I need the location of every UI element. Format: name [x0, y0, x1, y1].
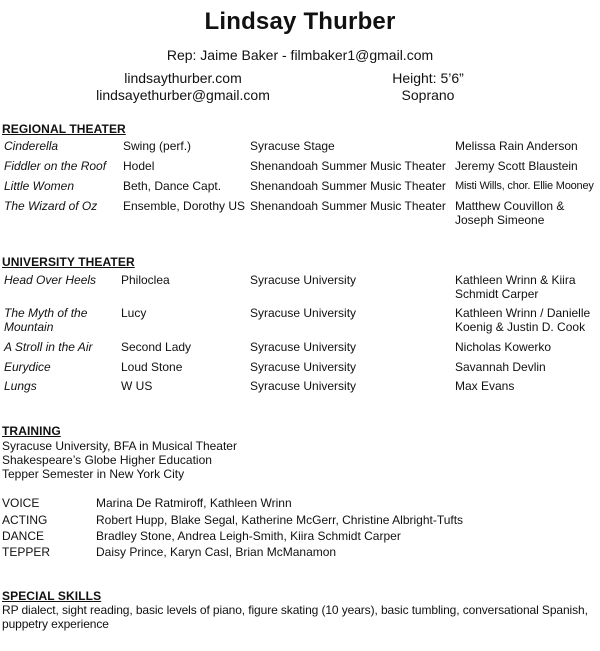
teacher-label: DANCE: [2, 529, 45, 543]
special-skills-text: RP dialect, sight reading, basic levels of piano, figure skating (10 years), basic tumbling, conversational Spanish, puppetry experience: [2, 603, 588, 631]
teacher-names: Daisy Prince, Karyn Casl, Brian McManamon: [96, 545, 337, 559]
role: Philoclea: [121, 273, 170, 287]
role: Swing (perf.): [123, 139, 192, 153]
show-title: Eurydice: [4, 360, 51, 374]
website: lindsaythurber.com: [124, 70, 242, 86]
role: Second Lady: [121, 340, 192, 354]
role: W US: [121, 379, 153, 393]
theater: Syracuse Stage: [250, 139, 335, 153]
special-skills-heading: SPECIAL SKILLS: [2, 589, 102, 603]
teacher-label: TEPPER: [2, 545, 51, 559]
university-theater-heading: UNIVERSITY THEATER: [2, 255, 135, 269]
show-title: Fiddler on the Roof: [4, 159, 107, 173]
role: Ensemble, Dorothy US: [123, 199, 246, 213]
show-title: Lungs: [4, 379, 37, 393]
director: Jeremy Scott Blaustein: [455, 159, 578, 173]
voice-type: Soprano: [401, 87, 455, 103]
theater: Shenandoah Summer Music Theater: [250, 199, 446, 213]
theater: Syracuse University: [250, 360, 357, 374]
director: Melissa Rain Anderson: [455, 139, 578, 153]
theater: Syracuse University: [250, 306, 357, 320]
height: Height: 5’6”: [392, 70, 464, 86]
resume-name: Lindsay Thurber: [204, 8, 396, 35]
teacher-names: Robert Hupp, Blake Segal, Katherine McGerr, Christine Albright-Tufts: [96, 513, 464, 527]
show-title: The Wizard of Oz: [4, 199, 98, 213]
theater: Syracuse University: [250, 340, 357, 354]
theater: Syracuse University: [250, 273, 357, 287]
director: Max Evans: [455, 379, 515, 393]
role: Beth, Dance Capt.: [123, 179, 222, 193]
role: Lucy: [121, 306, 147, 320]
teacher-names: Marina De Ratmiroff, Kathleen Wrinn: [96, 496, 292, 510]
show-title: Cinderella: [4, 139, 59, 153]
teacher-label: ACTING: [2, 513, 48, 527]
director: Savannah Devlin: [455, 360, 546, 374]
regional-theater-heading: REGIONAL THEATER: [2, 122, 126, 136]
show-title: The Myth of the Mountain: [4, 306, 88, 334]
show-title: A Stroll in the Air: [4, 340, 93, 354]
theater: Syracuse University: [250, 379, 357, 393]
show-title: Little Women: [4, 179, 75, 193]
email: lindsayethurber@gmail.com: [96, 87, 270, 103]
training-school: Shakespeare’s Globe Higher Education: [2, 453, 212, 467]
director: Kathleen Wrinn / Danielle Koenig & Justin D. Cook: [455, 306, 591, 334]
director: Nicholas Kowerko: [455, 340, 552, 354]
teacher-names: Bradley Stone, Andrea Leigh-Smith, Kiira Schmidt Carper: [96, 529, 401, 543]
training-heading: TRAINING: [2, 424, 61, 438]
role: Hodel: [123, 159, 155, 173]
role: Loud Stone: [121, 360, 183, 374]
director: Kathleen Wrinn & Kiira Schmidt Carper: [455, 273, 576, 301]
training-school: Tepper Semester in New York City: [2, 467, 185, 481]
rep-contact: Rep: Jaime Baker - filmbaker1@gmail.com: [166, 47, 434, 63]
director: Matthew Couvillon & Joseph Simeone: [455, 199, 565, 227]
director: Misti Wills, chor. Ellie Mooney: [455, 180, 594, 192]
teacher-label: VOICE: [2, 496, 40, 510]
theater: Shenandoah Summer Music Theater: [250, 179, 446, 193]
training-school: Syracuse University, BFA in Musical Theater: [2, 439, 237, 453]
show-title: Head Over Heels: [4, 273, 97, 287]
theater: Shenandoah Summer Music Theater: [250, 159, 446, 173]
